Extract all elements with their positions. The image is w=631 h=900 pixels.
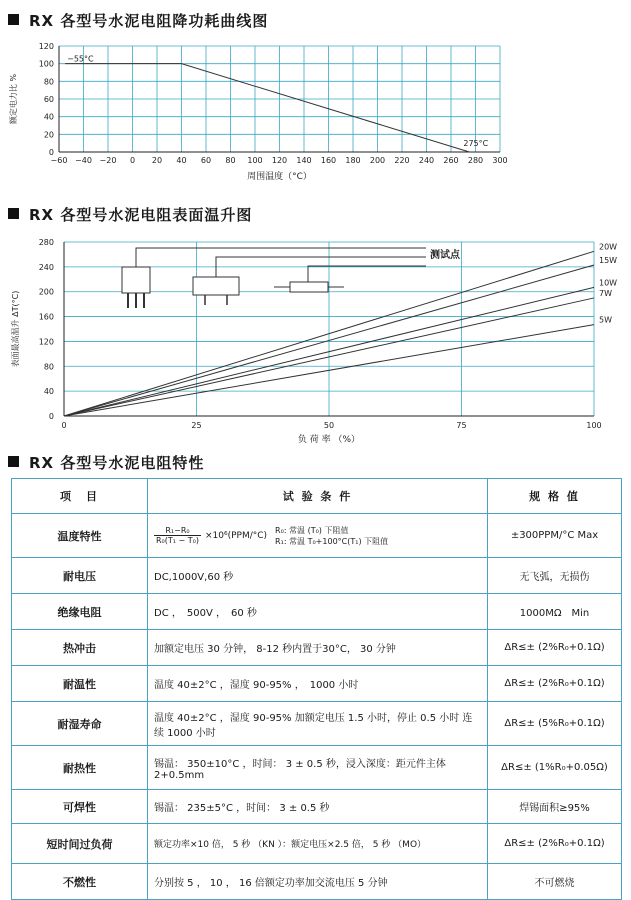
x-tick-label: 100 bbox=[247, 156, 263, 165]
x-tick-label: 160 bbox=[320, 156, 337, 165]
x-tick-label: 60 bbox=[200, 156, 212, 165]
x-tick-label: 0 bbox=[61, 421, 67, 430]
x-tick-label: −40 bbox=[75, 156, 92, 165]
row-item: 热冲击 bbox=[12, 630, 148, 666]
y-tick-label: 100 bbox=[38, 59, 54, 69]
y-tick-label: 0 bbox=[48, 148, 54, 157]
test-point-leader bbox=[308, 266, 426, 282]
x-tick-label: 120 bbox=[271, 156, 288, 165]
table-header-row bbox=[12, 479, 622, 514]
table-row bbox=[12, 630, 622, 666]
formula-tail: ×10⁶(PPM/°C) bbox=[204, 530, 268, 541]
y-axis-title: 表面最高温升 ΔT(°C) bbox=[11, 290, 20, 368]
row-condition: 分别按 5 ， 10 ， 16 倍额定功率加交流电压 5 分钟 bbox=[148, 864, 488, 900]
y-tick-label: 280 bbox=[38, 238, 54, 247]
test-point-label: 测试点 bbox=[430, 250, 460, 261]
x-tick-label: 260 bbox=[443, 156, 459, 165]
y-tick-label: 40 bbox=[43, 112, 54, 122]
row-item: 短时间过负荷 bbox=[12, 824, 148, 864]
x-tick-label: −60 bbox=[50, 156, 68, 165]
row-item: 不燃性 bbox=[12, 864, 148, 900]
x-tick-label: 240 bbox=[418, 156, 435, 165]
series-label-10W: 10W bbox=[599, 278, 618, 288]
y-tick-label: 40 bbox=[43, 387, 54, 397]
table-row bbox=[12, 790, 622, 824]
x-axis-title: 负 荷 率 （%） bbox=[297, 435, 361, 445]
row-condition: DC,1000V,60 秒 bbox=[148, 558, 488, 594]
row-spec: ΔR≤± (2%R₀+0.1Ω) bbox=[488, 630, 622, 666]
y-tick-label: 120 bbox=[38, 42, 54, 51]
row-spec: ΔR≤± (5%R₀+0.1Ω) bbox=[488, 702, 622, 746]
series-label-15W: 15W bbox=[599, 255, 618, 265]
x-tick-label: 40 bbox=[176, 156, 187, 165]
row-spec: 不可燃烧 bbox=[488, 864, 622, 900]
row-item: 温度特性 bbox=[12, 514, 148, 558]
x-tick-label: 180 bbox=[345, 156, 361, 165]
axial-resistor-body bbox=[290, 282, 328, 292]
table-row bbox=[12, 558, 622, 594]
table-row bbox=[12, 666, 622, 702]
row-spec: ΔR≤± (2%R₀+0.1Ω) bbox=[488, 824, 622, 864]
formula-notes: R₀: 常温 (T₀) 下阻值 R₁: 常温 T₀+100°C(T₁) 下阻值 bbox=[275, 525, 389, 546]
x-tick-label: 80 bbox=[225, 156, 236, 165]
x-tick-label: 25 bbox=[191, 421, 202, 430]
x-axis-title: 周围温度（°C） bbox=[247, 172, 312, 182]
table-row bbox=[12, 746, 622, 790]
y-tick-label: 160 bbox=[38, 312, 54, 322]
y-axis-title: 额定电力比 % bbox=[9, 73, 18, 125]
x-tick-label: −20 bbox=[99, 156, 117, 165]
row-condition: 锡温： 235±5°C ，时间： 3 ± 0.5 秒 bbox=[148, 790, 488, 824]
series-label-20W: 20W bbox=[599, 242, 618, 252]
x-tick-label: 220 bbox=[394, 156, 410, 165]
annotation-end: 275°C bbox=[463, 139, 489, 148]
x-tick-label: 200 bbox=[369, 156, 386, 165]
x-tick-label: 75 bbox=[456, 421, 467, 430]
bullet-square-icon bbox=[8, 14, 19, 25]
row-item: 耐温性 bbox=[12, 666, 148, 702]
x-tick-label: 100 bbox=[586, 421, 602, 430]
row-spec: 1000MΩ Min bbox=[488, 594, 622, 630]
bullet-square-icon bbox=[8, 456, 19, 467]
annotation-start: −55°C bbox=[67, 54, 94, 64]
row-item: 耐湿寿命 bbox=[12, 702, 148, 746]
table-row bbox=[12, 824, 622, 864]
row-item: 耐热性 bbox=[12, 746, 148, 790]
y-tick-label: 240 bbox=[38, 262, 54, 272]
bullet-square-icon bbox=[8, 208, 19, 219]
y-tick-label: 60 bbox=[43, 95, 54, 104]
temperature-rise-section-title: RX 各型号水泥电阻表面温升图 bbox=[8, 204, 252, 225]
horizontal-resistor-body bbox=[193, 277, 239, 295]
x-tick-label: 280 bbox=[467, 156, 484, 165]
y-tick-label: 0 bbox=[48, 412, 54, 421]
table-row bbox=[12, 594, 622, 630]
row-condition bbox=[148, 514, 488, 558]
table-row bbox=[12, 702, 622, 746]
derating-chart bbox=[0, 40, 631, 220]
row-spec: ΔR≤± (2%R₀+0.1Ω) bbox=[488, 666, 622, 702]
temperature-rise-chart bbox=[0, 230, 631, 450]
y-tick-label: 20 bbox=[43, 130, 54, 140]
characteristics-table bbox=[11, 478, 622, 900]
y-tick-label: 80 bbox=[43, 77, 54, 87]
row-item: 绝缘电阻 bbox=[12, 594, 148, 630]
row-spec: 焊锡面积≥95% bbox=[488, 790, 622, 824]
row-condition: 温度 40±2°C ，湿度 90-95% 加额定电压 1.5 小时，停止 0.5 小时 连续 1000 小时 bbox=[148, 702, 488, 746]
row-condition: 锡温： 350±10°C ，时间： 3 ± 0.5 秒，浸入深度：距元件主体 2+0.5mm bbox=[148, 746, 488, 790]
series-label-7W: 7W bbox=[599, 288, 612, 298]
row-condition: DC ， 500V ， 60 秒 bbox=[148, 594, 488, 630]
row-condition: 额定功率×10 倍， 5 秒 （KN ）：额定电压×2.5 倍， 5 秒 （MO） bbox=[148, 824, 488, 864]
characteristics-section-title: RX 各型号水泥电阻特性 bbox=[8, 452, 204, 473]
resistor-diagram bbox=[122, 248, 461, 308]
header-condition: 试 验 条 件 bbox=[148, 479, 488, 514]
y-tick-label: 200 bbox=[38, 287, 54, 297]
row-condition: 温度 40±2°C ，湿度 90-95% ， 1000 小时 bbox=[148, 666, 488, 702]
formula-fraction: $\frac{\text{R₁−R₀}}{\text{R₀(T₁ − T₀)}}$ bbox=[156, 526, 199, 545]
header-item: 项 目 bbox=[12, 479, 148, 514]
row-condition: 加额定电压 30 分钟， 8-12 秒内置于30°C， 30 分钟 bbox=[148, 630, 488, 666]
x-tick-label: 0 bbox=[129, 156, 136, 165]
vertical-resistor-body bbox=[122, 267, 150, 293]
x-tick-label: 140 bbox=[296, 156, 312, 165]
series-label-5W: 5W bbox=[599, 315, 612, 325]
derating-section-title: RX 各型号水泥电阻降功耗曲线图 bbox=[8, 10, 268, 31]
y-tick-label: 80 bbox=[43, 362, 54, 372]
header-spec: 规 格 值 bbox=[488, 479, 622, 514]
table-row bbox=[12, 514, 622, 558]
x-tick-label: 300 bbox=[492, 156, 508, 165]
y-tick-label: 120 bbox=[38, 337, 54, 347]
x-tick-label: 50 bbox=[323, 421, 335, 430]
x-tick-label: 20 bbox=[151, 156, 163, 165]
row-item: 耐电压 bbox=[12, 558, 148, 594]
table-row bbox=[12, 864, 622, 900]
derating-line bbox=[65, 64, 469, 152]
row-spec: 无飞弧，无损伤 bbox=[488, 558, 622, 594]
row-spec: ±300PPM/°C Max bbox=[488, 514, 622, 558]
row-item: 可焊性 bbox=[12, 790, 148, 824]
row-spec: ΔR≤± (1%R₀+0.05Ω) bbox=[488, 746, 622, 790]
